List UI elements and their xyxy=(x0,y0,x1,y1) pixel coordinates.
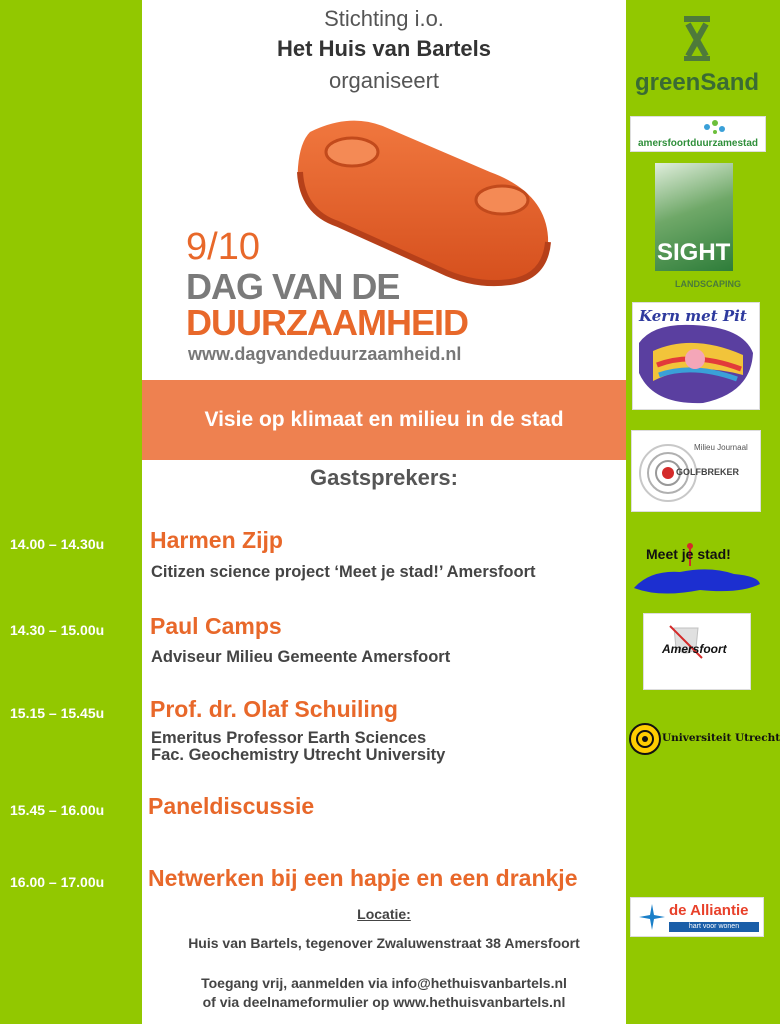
meet-je-stad-text: Meet je stad! xyxy=(646,546,731,562)
location-label: Locatie: xyxy=(357,906,411,922)
dots-icon xyxy=(703,119,727,135)
golfbreker-text: GOLFBREKER xyxy=(676,467,739,477)
alliantie-sub: hart voor wonen xyxy=(669,922,759,932)
logo-title1: DAG VAN DE xyxy=(186,266,400,307)
sight-sub: LANDSCAPING xyxy=(675,279,742,289)
logo-title2: DUURZAAMHEID xyxy=(186,302,468,343)
program-item-4: Paneldiscussie xyxy=(148,793,315,819)
de-alliantie-logo xyxy=(630,897,764,937)
theme-banner: Visie op klimaat en milieu in de stad xyxy=(142,380,626,460)
uu-text: Universiteit Utrecht xyxy=(662,732,780,744)
header-line1: Stichting i.o. xyxy=(324,6,444,31)
greensand-text: greenSand xyxy=(634,69,760,96)
universiteit-utrecht-logo xyxy=(628,722,780,758)
chain-link-logo xyxy=(290,112,560,287)
program-item-5: Netwerken bij een hapje en een drankje xyxy=(148,865,578,891)
meet-je-stad-logo xyxy=(630,540,764,600)
greensand-logo xyxy=(630,12,764,97)
speakers-title: Gastsprekers: xyxy=(310,465,458,490)
golfbreker-logo xyxy=(631,430,761,512)
speaker-name-1: Harmen Zijp xyxy=(150,527,283,553)
amersfoort-duurzaam-logo xyxy=(630,116,766,152)
speaker-name-2: Paul Camps xyxy=(150,613,282,639)
speaker-desc-1: Citizen science project ‘Meet je stad!’ Amersfoort xyxy=(151,563,536,581)
alliantie-star-icon xyxy=(637,902,667,932)
program-time-2: 14.30 – 15.00u xyxy=(10,622,105,638)
logo-url: www.dagvandeduurzaamheid.nl xyxy=(188,344,462,364)
location-address: Huis van Bartels, tegenover Zwaluwenstraat 38 Amersfoort xyxy=(188,935,580,951)
logo-date: 9/10 xyxy=(186,226,260,268)
access-line1: Toegang vrij, aanmelden via info@hethuisvanbartels.nl xyxy=(201,975,567,991)
organizer-name: Het Huis van Bartels xyxy=(277,36,491,61)
program-time-5: 16.00 – 17.00u xyxy=(10,874,105,890)
kern-met-pit-logo xyxy=(632,302,760,410)
amersfoort-duurzaam-text: amersfoortduurzamestad xyxy=(637,138,759,149)
program-time-1: 14.00 – 14.30u xyxy=(10,536,105,552)
header-line3: organiseert xyxy=(328,68,440,93)
amersfoort-text: Amersfoort xyxy=(662,642,727,656)
speaker-desc-2: Adviseur Milieu Gemeente Amersfoort xyxy=(151,648,451,666)
golfbreker-top: Milieu Journaal xyxy=(694,443,748,452)
alliantie-text: de Alliantie xyxy=(669,902,749,919)
sight-text: SIGHT xyxy=(657,239,731,266)
speaker-desc-3a: Emeritus Professor Earth Sciences xyxy=(151,729,427,747)
program-time-3: 15.15 – 15.45u xyxy=(10,705,105,721)
uu-seal-icon xyxy=(628,722,662,756)
sight-logo xyxy=(655,163,755,293)
speaker-desc-3b: Fac. Geochemistry Utrecht University xyxy=(151,746,446,764)
access-line2: of via deelnameformulier op www.hethuisvanbartels.nl xyxy=(202,994,566,1010)
gemeente-amersfoort-logo xyxy=(643,613,751,690)
program-time-4: 15.45 – 16.00u xyxy=(10,802,105,818)
greensand-icon xyxy=(630,12,764,62)
kern-met-pit-text: Kern met Pit xyxy=(639,307,747,325)
speaker-name-3: Prof. dr. Olaf Schuiling xyxy=(150,696,398,722)
